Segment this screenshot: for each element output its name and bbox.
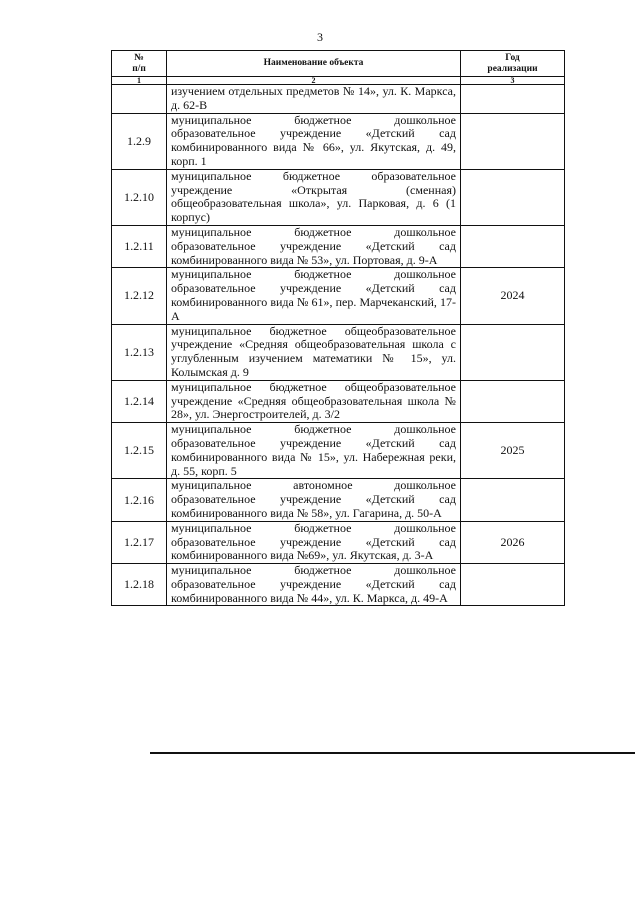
header-name: Наименование объекта: [167, 51, 461, 77]
row-number: 1.2.16: [112, 479, 167, 521]
row-year: [461, 113, 565, 169]
row-object-name: муниципальное бюджетное образовательное учреждение «Открытая (сменная) общеобразовательная школа», ул. Парковая, д. 6 (1 корпус): [167, 169, 461, 225]
row-number: 1.2.9: [112, 113, 167, 169]
row-object-name: муниципальное бюджетное общеобразовательное учреждение «Средняя общеобразовательная школа с углубленным изучением математики № 15», ул. Колымская д. 9: [167, 324, 461, 380]
row-year: [461, 324, 565, 380]
row-number: 1.2.11: [112, 225, 167, 267]
row-number: 1.2.10: [112, 169, 167, 225]
table-row: [112, 113, 565, 169]
page-number: 3: [317, 30, 323, 44]
objects-table: [111, 50, 565, 606]
table-row: [112, 564, 565, 606]
row-number: 1.2.12: [112, 268, 167, 324]
row-object-name: изучением отдельных предметов № 14», ул. К. Маркса, д. 62-В: [167, 85, 461, 114]
column-index: 3: [461, 77, 565, 85]
header-num: № п/п: [112, 51, 167, 77]
table-row: [112, 380, 565, 422]
row-year: 2025: [461, 423, 565, 479]
row-number: 1.2.13: [112, 324, 167, 380]
row-year: [461, 225, 565, 267]
row-year: [461, 169, 565, 225]
row-object-name: муниципальное бюджетное дошкольное образовательное учреждение «Детский сад комбинированного вида № 61», пер. Марчеканский, 17-А: [167, 268, 461, 324]
row-object-name: муниципальное бюджетное дошкольное образовательное учреждение «Детский сад комбинированного вида № 53», ул. Портовая, д. 9-А: [167, 225, 461, 267]
table-row: [112, 324, 565, 380]
row-number: 1.2.14: [112, 380, 167, 422]
bottom-divider: [150, 752, 635, 754]
row-year: [461, 564, 565, 606]
table-row: [112, 225, 565, 267]
row-number: 1.2.18: [112, 564, 167, 606]
row-year: 2024: [461, 268, 565, 324]
column-index: 2: [167, 77, 461, 85]
table-row: [112, 268, 565, 324]
row-year: [461, 85, 565, 114]
table-row: [112, 479, 565, 521]
row-object-name: муниципальное бюджетное дошкольное образовательное учреждение «Детский сад комбинированного вида № 66», ул. Якутская, д. 49, корп. 1: [167, 113, 461, 169]
row-object-name: муниципальное бюджетное дошкольное образовательное учреждение «Детский сад комбинированного вида №69», ул. Якутская, д. 3-А: [167, 521, 461, 563]
row-year: [461, 479, 565, 521]
table-row: [112, 85, 565, 114]
row-number: [112, 85, 167, 114]
row-object-name: муниципальное бюджетное дошкольное образовательное учреждение «Детский сад комбинированного вида № 15», ул. Набережная реки, д. 55, корп. 5: [167, 423, 461, 479]
row-number: 1.2.17: [112, 521, 167, 563]
column-index: 1: [112, 77, 167, 85]
row-object-name: муниципальное бюджетное общеобразовательное учреждение «Средняя общеобразовательная школа № 28», ул. Энергостроителей, д. 3/2: [167, 380, 461, 422]
table-row: [112, 521, 565, 563]
row-year: 2026: [461, 521, 565, 563]
row-year: [461, 380, 565, 422]
row-object-name: муниципальное бюджетное дошкольное образовательное учреждение «Детский сад комбинированного вида № 44», ул. К. Маркса, д. 49-А: [167, 564, 461, 606]
table-header-row: [112, 51, 565, 77]
row-number: 1.2.15: [112, 423, 167, 479]
header-year: Год реализации: [461, 51, 565, 77]
table-row: [112, 169, 565, 225]
table-row: [112, 423, 565, 479]
row-object-name: муниципальное автономное дошкольное образовательное учреждение «Детский сад комбинированного вида № 58», ул. Гагарина, д. 50-А: [167, 479, 461, 521]
